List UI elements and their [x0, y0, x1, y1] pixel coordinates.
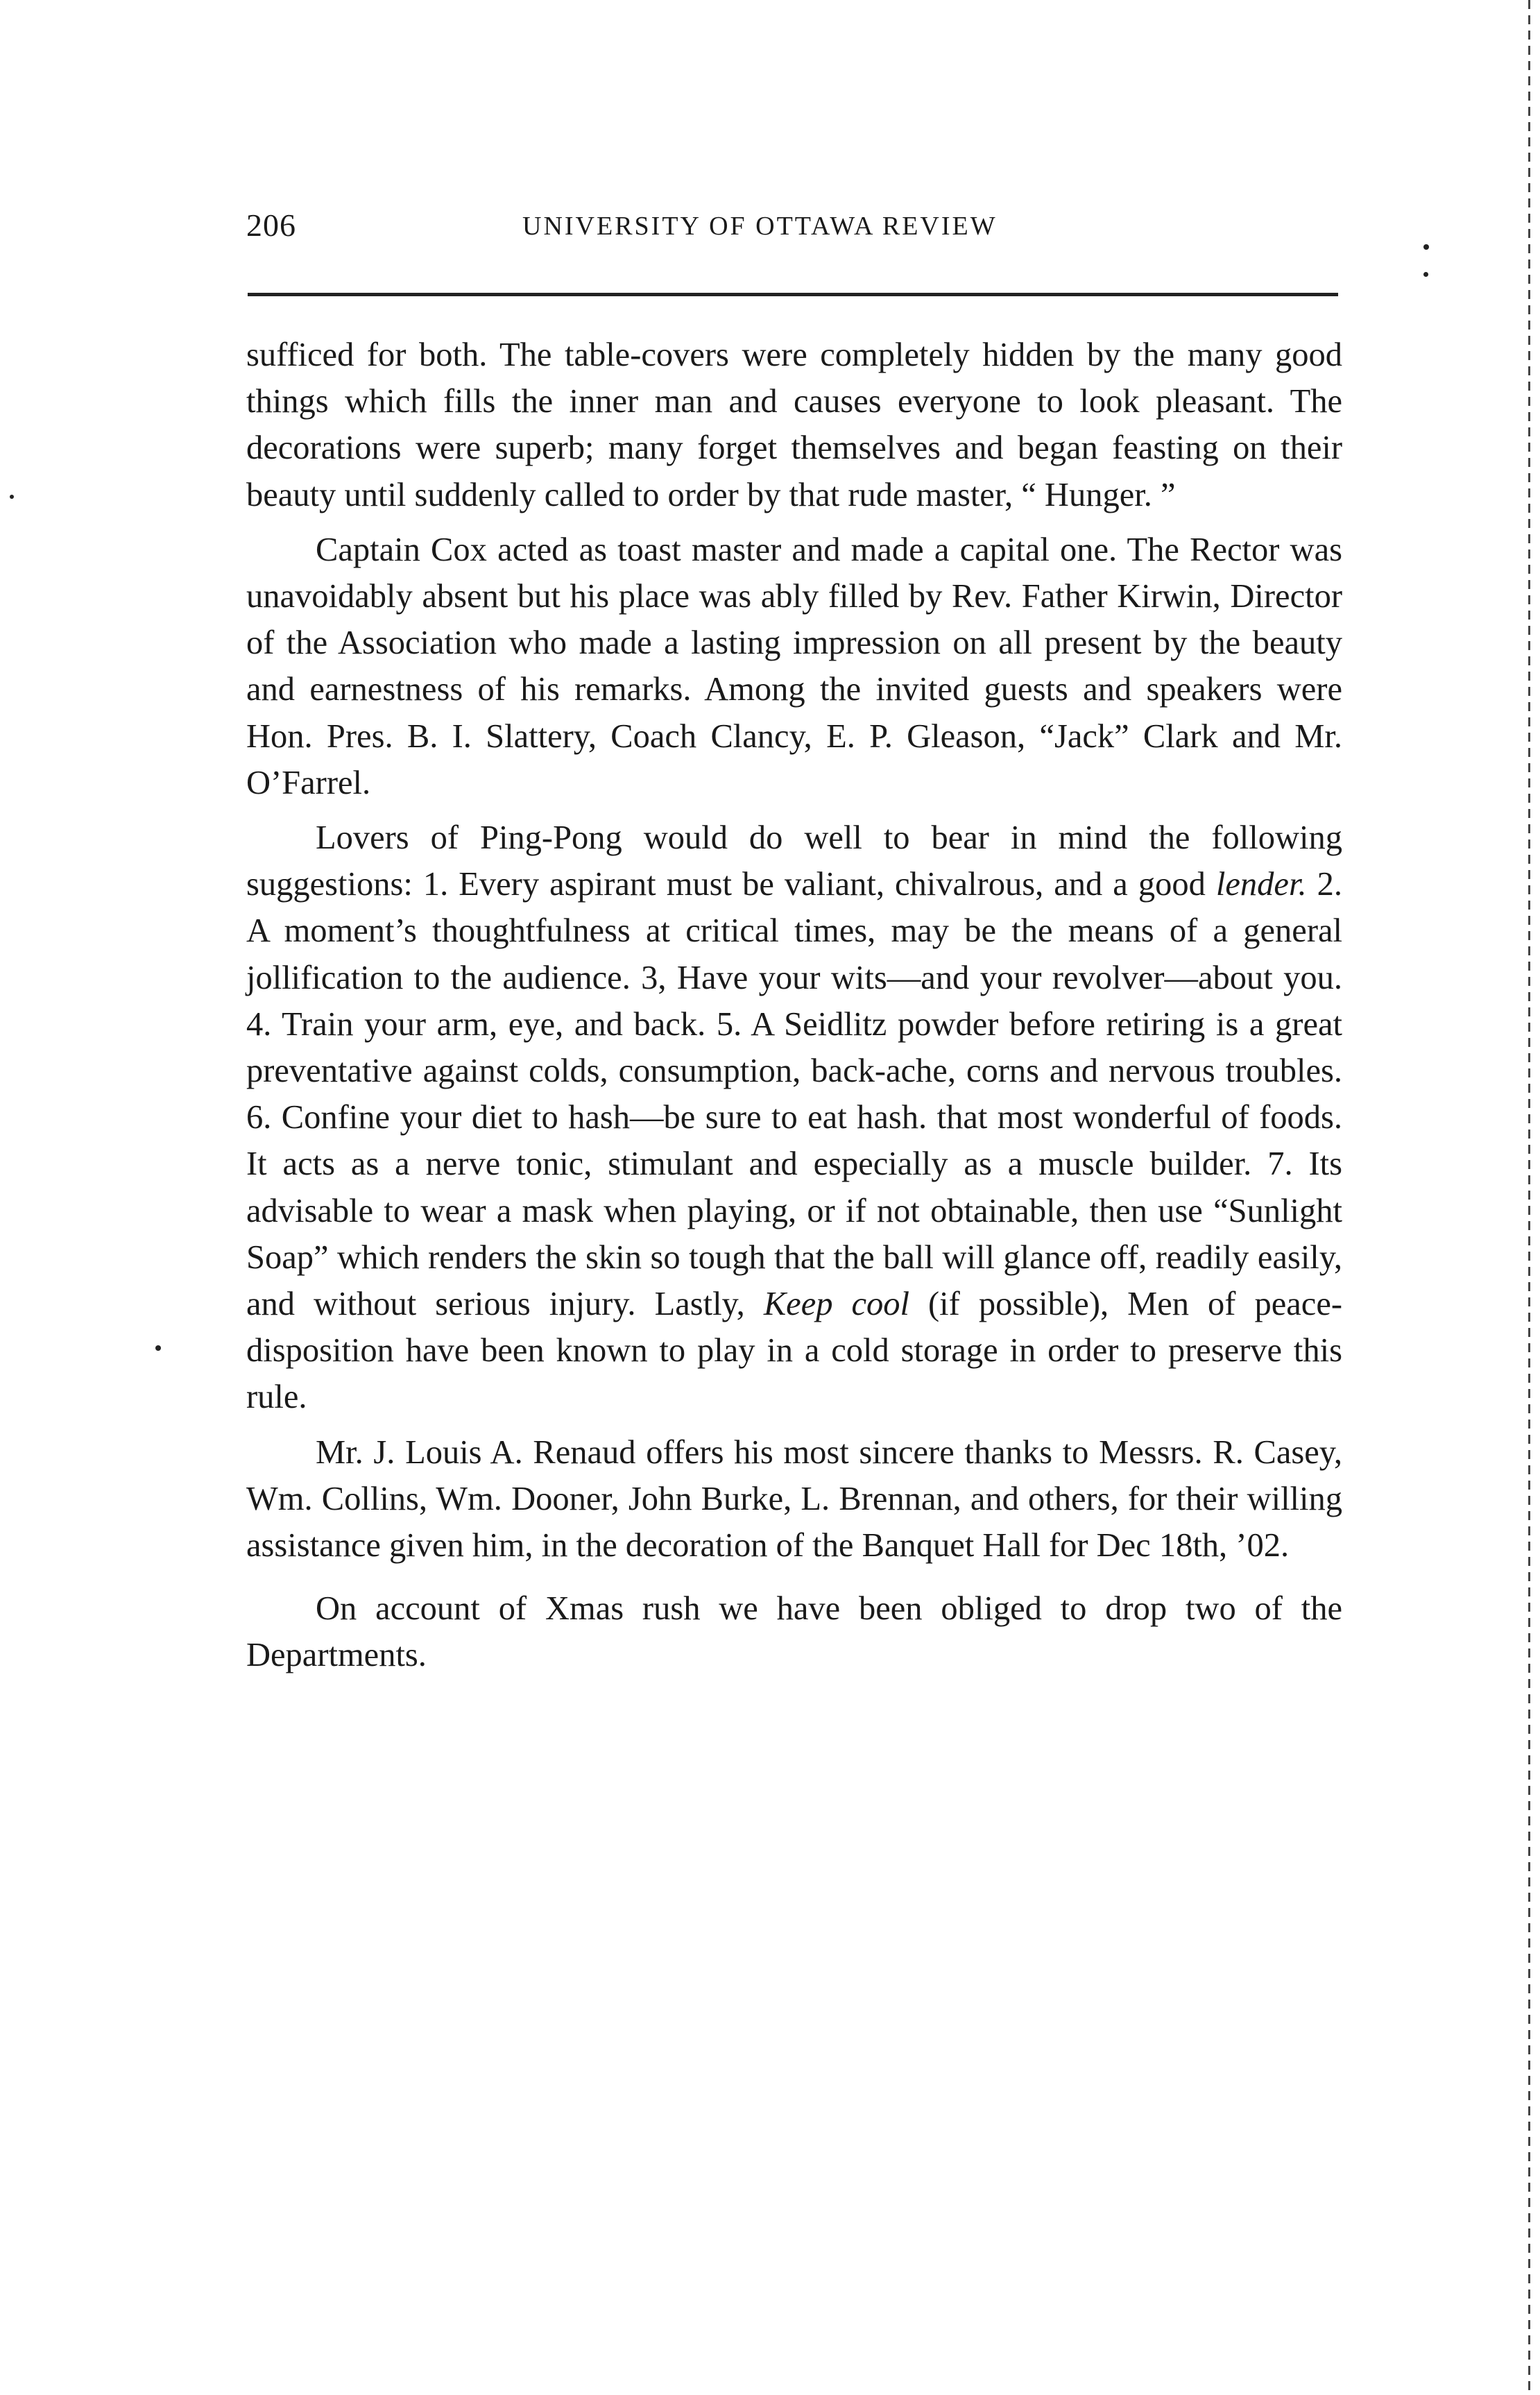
paragraph-xmas-notice: On account of Xmas rush we have been obliged to drop two of the Departments.	[246, 1590, 1342, 1674]
ink-speck	[155, 1345, 161, 1351]
ink-speck	[1423, 272, 1428, 277]
ping-pong-text-3: (if possible), Men of peace-disposition have been known to play in a cold storage in order to preserve this rule.	[246, 1286, 1342, 1416]
page-number: 206	[246, 207, 296, 243]
scan-margin-line	[1528, 0, 1530, 2395]
ping-pong-text-2: 2. A moment’s thoughtfulness at critical times, may be the means of a general jollification to the audience. 3, Have your wits—and your revolver—about you. 4. Train your arm, eye, and back. 5. A Seidlitz powder before retiring is a great preventative against colds, consumption, back-ache, corns and nervous troubles. 6. Confine your diet to hash—be sure to eat hash. that most wonderful of foods. It acts as a nerve tonic, stimulant and especially as a muscle builder. 7. Its advisable to wear a mask when playing, or if not obtainable, then use “Sunlight Soap” which renders the skin so tough that the ball will glance off, readily easily, and without serious injury. Lastly,	[246, 866, 1342, 1323]
ink-speck	[1423, 244, 1429, 250]
article-body	[246, 332, 1342, 1679]
ping-pong-text-1: Lovers of Ping-Pong would do well to bear in mind the following suggestions: 1. Every aspirant must be valiant, chivalrous, and a good	[246, 819, 1342, 903]
paragraph-thanks: Mr. J. Louis A. Renaud offers his most sincere thanks to Messrs. R. Casey, Wm. Collins, Wm. Dooner, John Burke, L. Brennan, and others, for their willing assistance given him, in the decoration of the Banquet Hall for Dec 18th, ’02.	[246, 1433, 1342, 1565]
running-head: UNIVERSITY OF OTTAWA REVIEW	[522, 212, 998, 241]
paragraph-ping-pong	[246, 815, 1342, 1421]
ping-pong-italic-keep-cool: Keep cool	[763, 1286, 909, 1323]
ping-pong-italic-lender: lender.	[1215, 866, 1307, 903]
paragraph-banquet-continuation: sufficed for both. The table-covers were completely hidden by the many good things which fills the inner man and causes everyone to look pleasant. The decorations were superb; many forget themselves and began feasting on their beauty until suddenly called to order by that rude master, “ Hunger. ”	[246, 336, 1342, 513]
page-header	[246, 207, 1342, 248]
ink-speck	[10, 495, 14, 499]
header-rule	[248, 293, 1338, 296]
paragraph-toastmaster: Captain Cox acted as toast master and made a capital one. The Rector was unavoidably absent but his place was ably filled by Rev. Father Kirwin, Director of the Association who made a lasting impression on all present by the beauty and earnestness of his remarks. Among the invited guests and speakers were Hon. Pres. B. I. Slattery, Coach Clancy, E. P. Gleason, “Jack” Clark and Mr. O’Farrel.	[246, 531, 1342, 801]
